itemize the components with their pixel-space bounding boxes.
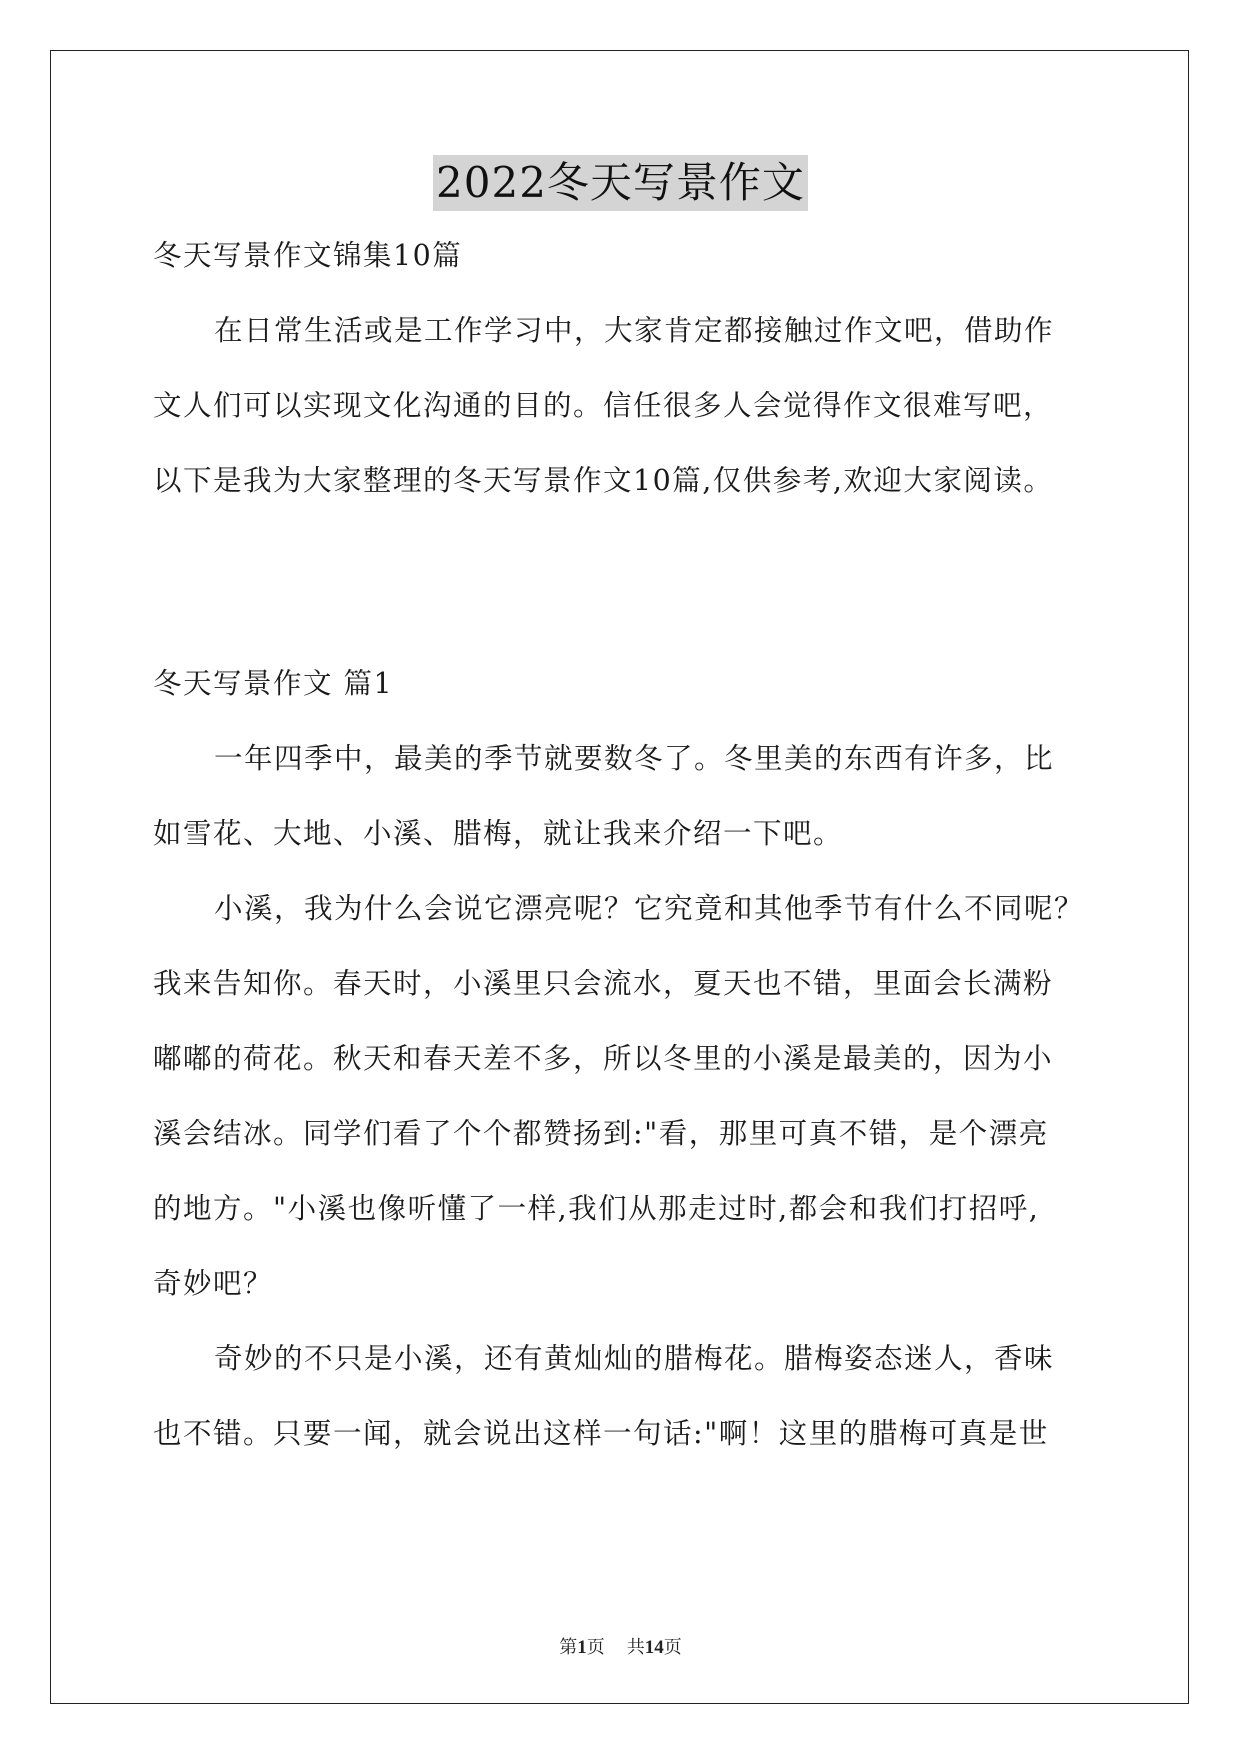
intro-line-3: 以下是我为大家整理的冬天写景作文10篇,仅供参考,欢迎大家阅读。 bbox=[153, 464, 1054, 497]
footer-total-suffix: 页 bbox=[663, 1637, 682, 1658]
para2-line-2: 我来告知你。春天时，小溪里只会流水，夏天也不错，里面会长满粉 bbox=[153, 967, 1054, 1000]
footer-total-prefix: 共 bbox=[626, 1637, 645, 1658]
para2-line-6: 奇妙吧？ bbox=[153, 1267, 274, 1300]
footer-page-prefix: 第 bbox=[559, 1637, 578, 1658]
document-title: 2022冬天写景作文 bbox=[433, 155, 808, 211]
para2-line-4: 溪会结冰。同学们看了个个都赞扬到:"看，那里可真不错，是个漂亮 bbox=[153, 1117, 1049, 1150]
para1-line-1: 一年四季中，最美的季节就要数冬了。冬里美的东西有许多，比 bbox=[214, 742, 1055, 775]
para2-line-1: 小溪，我为什么会说它漂亮呢？它究竟和其他季节有什么不同呢？ bbox=[214, 892, 1085, 925]
page-footer bbox=[0, 1636, 1241, 1660]
page-border bbox=[50, 50, 1189, 1704]
para3-line-2: 也不错。只要一闻，就会说出这样一句话:"啊！这里的腊梅可真是世 bbox=[153, 1417, 1049, 1450]
collection-heading: 冬天写景作文锦集10篇 bbox=[153, 239, 463, 272]
footer-page-current: 1 bbox=[577, 1637, 587, 1658]
para1-line-2: 如雪花、大地、小溪、腊梅，就让我来介绍一下吧。 bbox=[153, 817, 844, 850]
section-heading: 冬天写景作文 篇1 bbox=[153, 667, 394, 700]
para2-line-3: 嘟嘟的荷花。秋天和春天差不多，所以冬里的小溪是最美的，因为小 bbox=[153, 1042, 1054, 1075]
footer-page-suffix: 页 bbox=[586, 1637, 605, 1658]
title-wrap bbox=[0, 155, 1241, 211]
para3-line-1: 奇妙的不只是小溪，还有黄灿灿的腊梅花。腊梅姿态迷人，香味 bbox=[214, 1342, 1055, 1375]
footer-page-total: 14 bbox=[644, 1637, 664, 1658]
intro-line-1: 在日常生活或是工作学习中，大家肯定都接触过作文吧，借助作 bbox=[214, 314, 1055, 347]
intro-line-2: 文人们可以实现文化沟通的目的。信任很多人会觉得作文很难写吧， bbox=[153, 389, 1054, 422]
para2-line-5: 的地方。"小溪也像听懂了一样,我们从那走过时,都会和我们打招呼, bbox=[153, 1192, 1040, 1225]
